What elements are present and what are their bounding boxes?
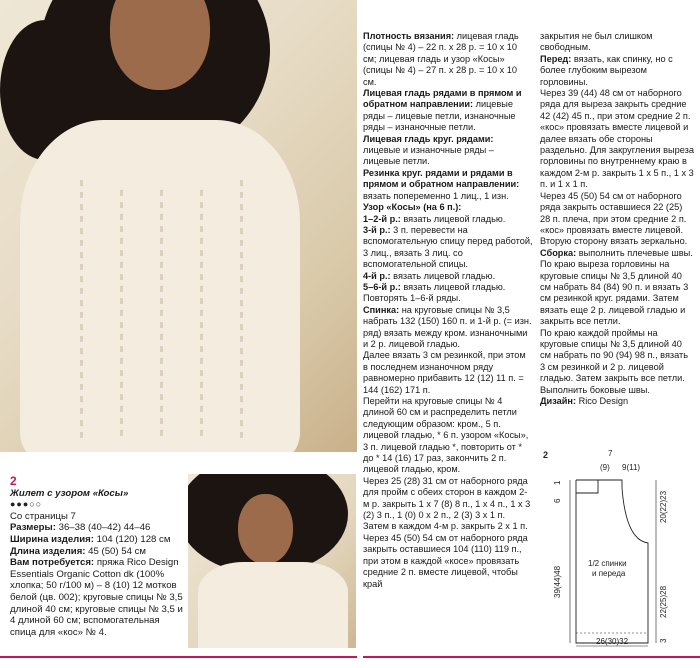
- paragraph: [363, 168, 533, 202]
- label-top-a: (9): [600, 463, 610, 472]
- width: Ширина изделия: 104 (120) 128 см: [10, 533, 171, 545]
- paragraph-text: Выполнить боковые швы.: [540, 384, 650, 395]
- label-6: 6: [553, 498, 562, 503]
- paragraph-text: лицевые и изнаночные ряды – лицевые петли.: [363, 145, 494, 167]
- schematic-diagram: [540, 448, 690, 648]
- instructions-column-1: [363, 31, 533, 590]
- paragraph-text: 3 п. перевести на вспомогательную спицу перед работой, 3 лиц., вязать 3 лиц. со вспомогательной спицы.: [363, 224, 533, 270]
- paragraph-heading: Плотность вязания:: [363, 31, 455, 41]
- paragraph: [540, 31, 695, 54]
- paragraph-heading: 5–6-й р.:: [363, 281, 401, 292]
- paragraph: [363, 134, 533, 168]
- section-number: 2: [10, 474, 17, 488]
- from-page: Со страницы 7: [10, 510, 76, 522]
- paragraph: [363, 31, 533, 88]
- paragraph-text: лицевая гладь (спицы № 4) – 22 п. х 28 р. = 10 х 10 см; лицевая гладь и узор «Косы» (спицы № 4) – 27 п. х 28 р. = 10 х 10 см.: [363, 31, 519, 87]
- paragraph-text: Через 25 (28) 31 см от наборного ряда для пройм с обеих сторон в каждом 2-м р. закрыть 1 х 7 (8) 8 п., 1 х 4 п., 1 х 3 (2) 3 п., 1 (0) 0 х 2 п., 2 (3) 3 х 1 п. Затем в каждом 4-м р. закрыть 2 х 1 п.: [363, 475, 531, 532]
- paragraph-text: вязать лицевой гладью.: [400, 213, 506, 224]
- sweater-shape: [198, 562, 348, 648]
- length: Длина изделия: 45 (50) 54 см: [10, 545, 146, 557]
- paragraph: [540, 191, 695, 237]
- paragraph-heading: Спинка:: [363, 304, 400, 315]
- paragraph: [540, 396, 695, 407]
- paragraph-heading: Узор «Косы» (на 6 п.):: [363, 202, 462, 213]
- main-photo: [0, 0, 357, 452]
- cable-stripe: [200, 190, 203, 440]
- label-right-upper: 20(22)23: [659, 490, 668, 523]
- label-right-lower: 22(25)28: [659, 585, 668, 618]
- label-top: 7: [608, 449, 613, 458]
- paragraph: [540, 88, 695, 191]
- paragraph: [363, 282, 533, 305]
- paragraph-text: Вторую сторону вязать зеркально.: [540, 236, 688, 247]
- label-1: 1: [553, 480, 562, 485]
- sizes: Размеры: 36–38 (40–42) 44–46: [10, 522, 151, 534]
- cable-stripe: [160, 190, 163, 440]
- paragraph-text: Перейти на круговые спицы № 4 длиной 60 см и распределить петли следующим образом: кром., 5 п. лицевой гладью, * 6 п. узором «Косы», 3 п. лицевой гладью *, повторить от * до * 14 (16) 17 раз, закончить 2 п. лицевой гладью, кром.: [363, 396, 529, 475]
- small-photo: [188, 474, 356, 648]
- difficulty-rating: ●●●○○: [10, 499, 43, 510]
- label-bottom-width: 26(30)32: [596, 637, 629, 646]
- paragraph: [363, 533, 533, 590]
- paragraph-text: вязать лицевой гладью.: [390, 270, 496, 281]
- paragraph: [540, 54, 695, 88]
- instructions-column-2: [540, 31, 695, 407]
- paragraph: [540, 385, 695, 396]
- face-shape: [238, 494, 293, 564]
- paragraph: [363, 350, 533, 396]
- diagram-number: 2: [543, 450, 549, 460]
- paragraph: [540, 328, 695, 385]
- paragraph-heading: 3-й р.:: [363, 224, 391, 235]
- paragraph-heading: Лицевая гладь круг. рядами:: [363, 133, 494, 144]
- cable-stripe: [240, 180, 243, 440]
- label-center-1: 1/2 спинки: [588, 559, 627, 568]
- paragraph-heading: Перед:: [540, 53, 572, 64]
- paragraph-text: Rico Design: [576, 396, 629, 406]
- paragraph: [363, 88, 533, 134]
- paragraph-text: закрытия не был слишком свободным.: [540, 31, 653, 53]
- cable-stripe: [80, 180, 83, 440]
- paragraph: [363, 305, 533, 351]
- label-top-b: 9(11): [622, 463, 641, 472]
- paragraph-text: на круговые спицы № 3,5 набрать 132 (150) 160 п. и 1-й р. (= изн. ряд) вязать между кром. изнаночными и 2 р. лицевой гладью.: [363, 304, 532, 349]
- paragraph-text: Через 39 (44) 48 см от наборного ряда для выреза закрыть средние 42 (42) 45 п., при этом средние 2 п. «кос» провязать вместе лицевой и далее вязать обе стороны раздельно. Для закругления выреза горловины по внутреннему краю в каждом 2-м р. закрыть 1 х 5 п., 1 х 3 п. и 1 х 1 п.: [540, 88, 694, 190]
- paragraph-heading: Резинка круг. рядами и рядами в прямом и обратном направлении:: [363, 167, 520, 190]
- paragraph-heading: Лицевая гладь рядами в прямом и обратном направлении:: [363, 88, 522, 110]
- paragraph-text: вязать, как спинку, но с более глубоким вырезом горловины.: [540, 53, 673, 87]
- bottom-rule-right: [363, 656, 700, 658]
- paragraph: [363, 214, 533, 225]
- paragraph-text: Через 45 (50) 54 см от наборного ряда закрыть оставшиеся 104 (110) 119 п., при этом в каждой «косе» провязать средние 2 п. вместе лицевой, чтобы край: [363, 532, 528, 589]
- paragraph: [540, 236, 695, 247]
- cable-stripe: [120, 190, 123, 440]
- materials: Вам потребуется: пряжа Rico Design Essentials Organic Cotton dk (100% хлопка; 50 г/100 м) – 8 (10) 12 мотков белой (цв. 002); круговые спицы № 3,5 длиной 40 см; круговые спицы № 3,5 и 4 длиной 60 см; вспомогательная спица для «кос» № 4.: [10, 557, 183, 638]
- paragraph-text: Далее вязать 3 см резинкой, при этом в последнем изнаночном ряду равномерно прибавить 12 (12) 11 п. = 144 (162) 171 п.: [363, 350, 526, 395]
- paragraph-text: вязать лицевой гладью. Повторять 1–6-й ряды.: [363, 281, 506, 304]
- label-bottom-small: 3: [659, 638, 668, 643]
- section-title: Жилет с узором «Косы»: [10, 487, 129, 499]
- label-left-big: 39(44)48: [553, 565, 562, 598]
- paragraph: [540, 248, 695, 328]
- paragraph-heading: 4-й р.:: [363, 270, 391, 281]
- paragraph-heading: Сборка:: [540, 247, 577, 258]
- paragraph-text: По краю каждой проймы на круговые спицы № 3,5 длиной 40 см набрать по 90 (94) 98 п., вязать 3 см резинкой и 2 р. лицевой гладью. Затем закрыть все петли.: [540, 327, 689, 384]
- paragraph-text: лицевые ряды – лицевые петли, изнаночные ряды – изнаночные петли.: [363, 99, 516, 133]
- paragraph: [363, 225, 533, 271]
- paragraph: [363, 271, 533, 282]
- paragraph-text: выполнить плечевые швы. По краю выреза горловины на круговые спицы № 3,5 длиной 40 см набрать 84 (84) 90 п. и вязать 3 см резинкой круг. рядами. Затем вязать еще 2 р. лицевой гладью и закрыть все петли.: [540, 247, 693, 327]
- paragraph: [363, 202, 533, 213]
- paragraph: [363, 396, 533, 476]
- paragraph-text: Через 45 (50) 54 см от наборного ряда закрыть оставшиеся 22 (25) 28 п. плеча, при этом средние 2 п. «кос» провязать вместе лицевой.: [540, 190, 687, 235]
- paragraph-heading: Дизайн:: [540, 396, 577, 406]
- paragraph: [363, 476, 533, 533]
- bottom-rule-left: [0, 656, 357, 658]
- label-center-2: и переда: [592, 569, 626, 578]
- paragraph-text: вязать попеременно 1 лиц., 1 изн.: [363, 190, 509, 201]
- pattern-info: [10, 476, 188, 638]
- paragraph-heading: 1–2-й р.:: [363, 213, 401, 224]
